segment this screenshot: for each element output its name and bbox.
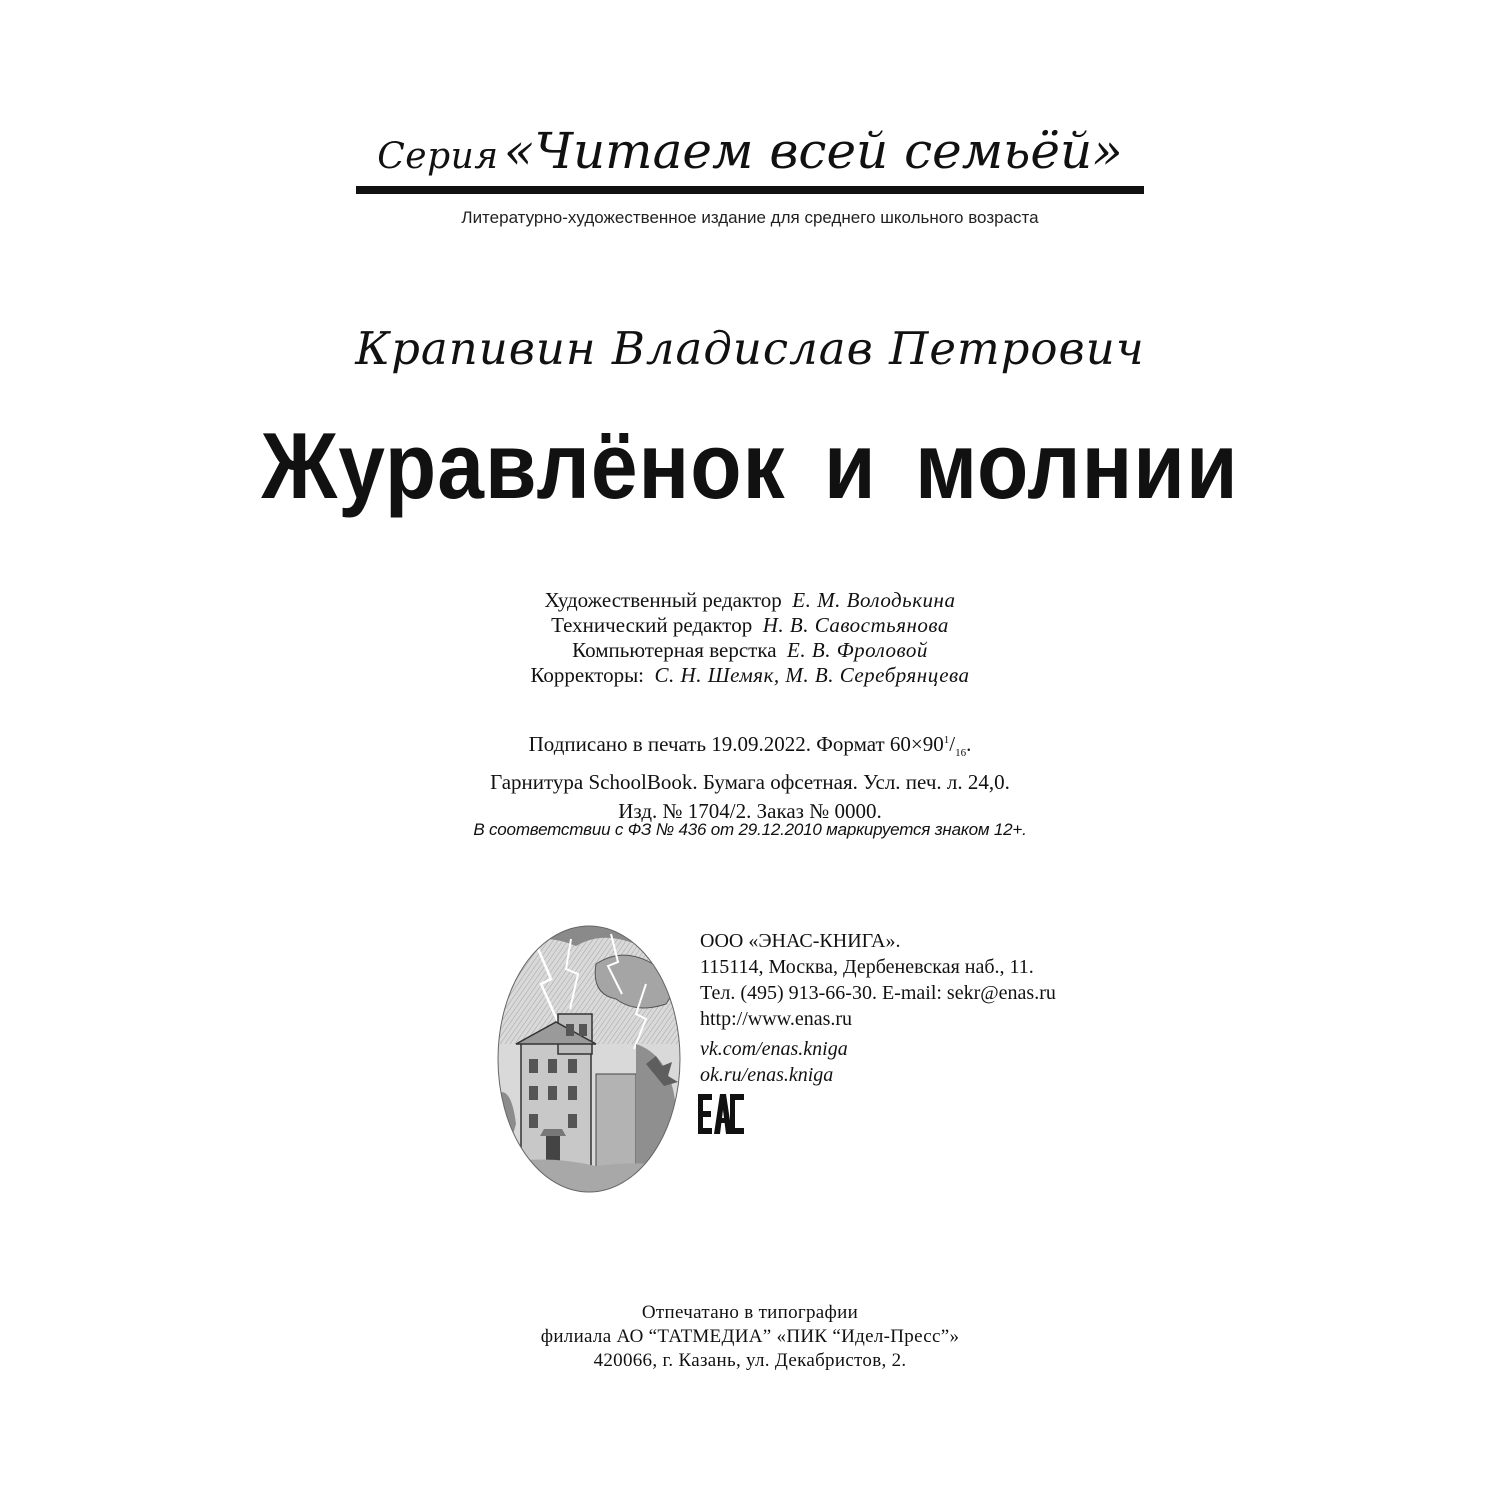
eac-mark: [698, 1094, 744, 1134]
signed-text: Подписано в печать 19.09.2022. Формат 60×90: [528, 732, 944, 756]
series-prefix: Серия: [377, 136, 499, 177]
printer-line: 420066, г. Казань, ул. Декабристов, 2.: [593, 1350, 907, 1371]
credit-name: Е. М. Володькина: [792, 588, 956, 612]
order-line: Изд. № 1704/2. Заказ № 0000.: [618, 799, 882, 824]
publisher-vk: vk.com/enas.kniga: [700, 1038, 848, 1060]
publisher-address: 115114, Москва, Дербеневская наб., 11.: [700, 956, 1034, 978]
credit-role: Корректоры:: [530, 663, 645, 687]
age-rating-note: В соответствии с ФЗ № 436 от 29.12.2010 маркируется знаком 12+.: [473, 820, 1027, 839]
credit-name: Е. В. Фроловой: [787, 638, 928, 662]
author-name: Крапивин Владислав Петрович: [355, 322, 1145, 375]
publisher-name: ООО «ЭНАС-КНИГА».: [700, 930, 901, 952]
series-title: [356, 122, 1144, 180]
credit-name: Н. В. Савостьянова: [762, 613, 949, 637]
typeface-line: Гарнитура SchoolBook. Бумага офсетная. Усл. печ. л. 24,0.: [490, 770, 1010, 795]
publisher-site: http://www.enas.ru: [700, 1008, 853, 1030]
printer-line: Отпечатано в типографии: [641, 1302, 859, 1323]
credit-row: [0, 588, 1500, 613]
credit-row: [0, 613, 1500, 638]
publisher-contacts: Тел. (495) 913-66-30. E-mail: sekr@enas.ru: [700, 982, 1056, 1004]
publisher-ok: ok.ru/enas.kniga: [700, 1064, 834, 1086]
credit-name: С. Н. Шемяк, М. В. Серебрянцева: [654, 663, 970, 687]
header-rule: [356, 186, 1144, 194]
credit-role: Технический редактор: [551, 613, 753, 637]
series-name: «Читаем всей семьёй»: [503, 122, 1123, 180]
printing-info: [0, 726, 1500, 826]
credit-role: Компьютерная верстка: [572, 638, 777, 662]
storm-house-illustration: [496, 924, 682, 1194]
edition-subtitle: Литературно-художественное издание для среднего школьного возраста: [461, 208, 1039, 227]
book-title: Журавлёнок и молнии: [261, 413, 1239, 519]
format-sup: 1: [943, 734, 950, 746]
signed-line: Подписано в печать 19.09.2022. Формат $60\times 90^1/_{16}$.: [528, 732, 972, 760]
publisher-block: [700, 928, 1160, 1088]
format-sub: 16: [955, 747, 967, 760]
printer-line: филиала АО “ТАТМЕДИА” «ПИК “Идел-Пресс”»: [540, 1326, 960, 1347]
credit-role: Художественный редактор: [544, 588, 782, 612]
credit-row: [0, 663, 1500, 688]
signed-suffix: .: [966, 732, 972, 756]
credits-block: [0, 588, 1500, 688]
credit-row: [0, 638, 1500, 663]
printer-block: [0, 1301, 1500, 1373]
